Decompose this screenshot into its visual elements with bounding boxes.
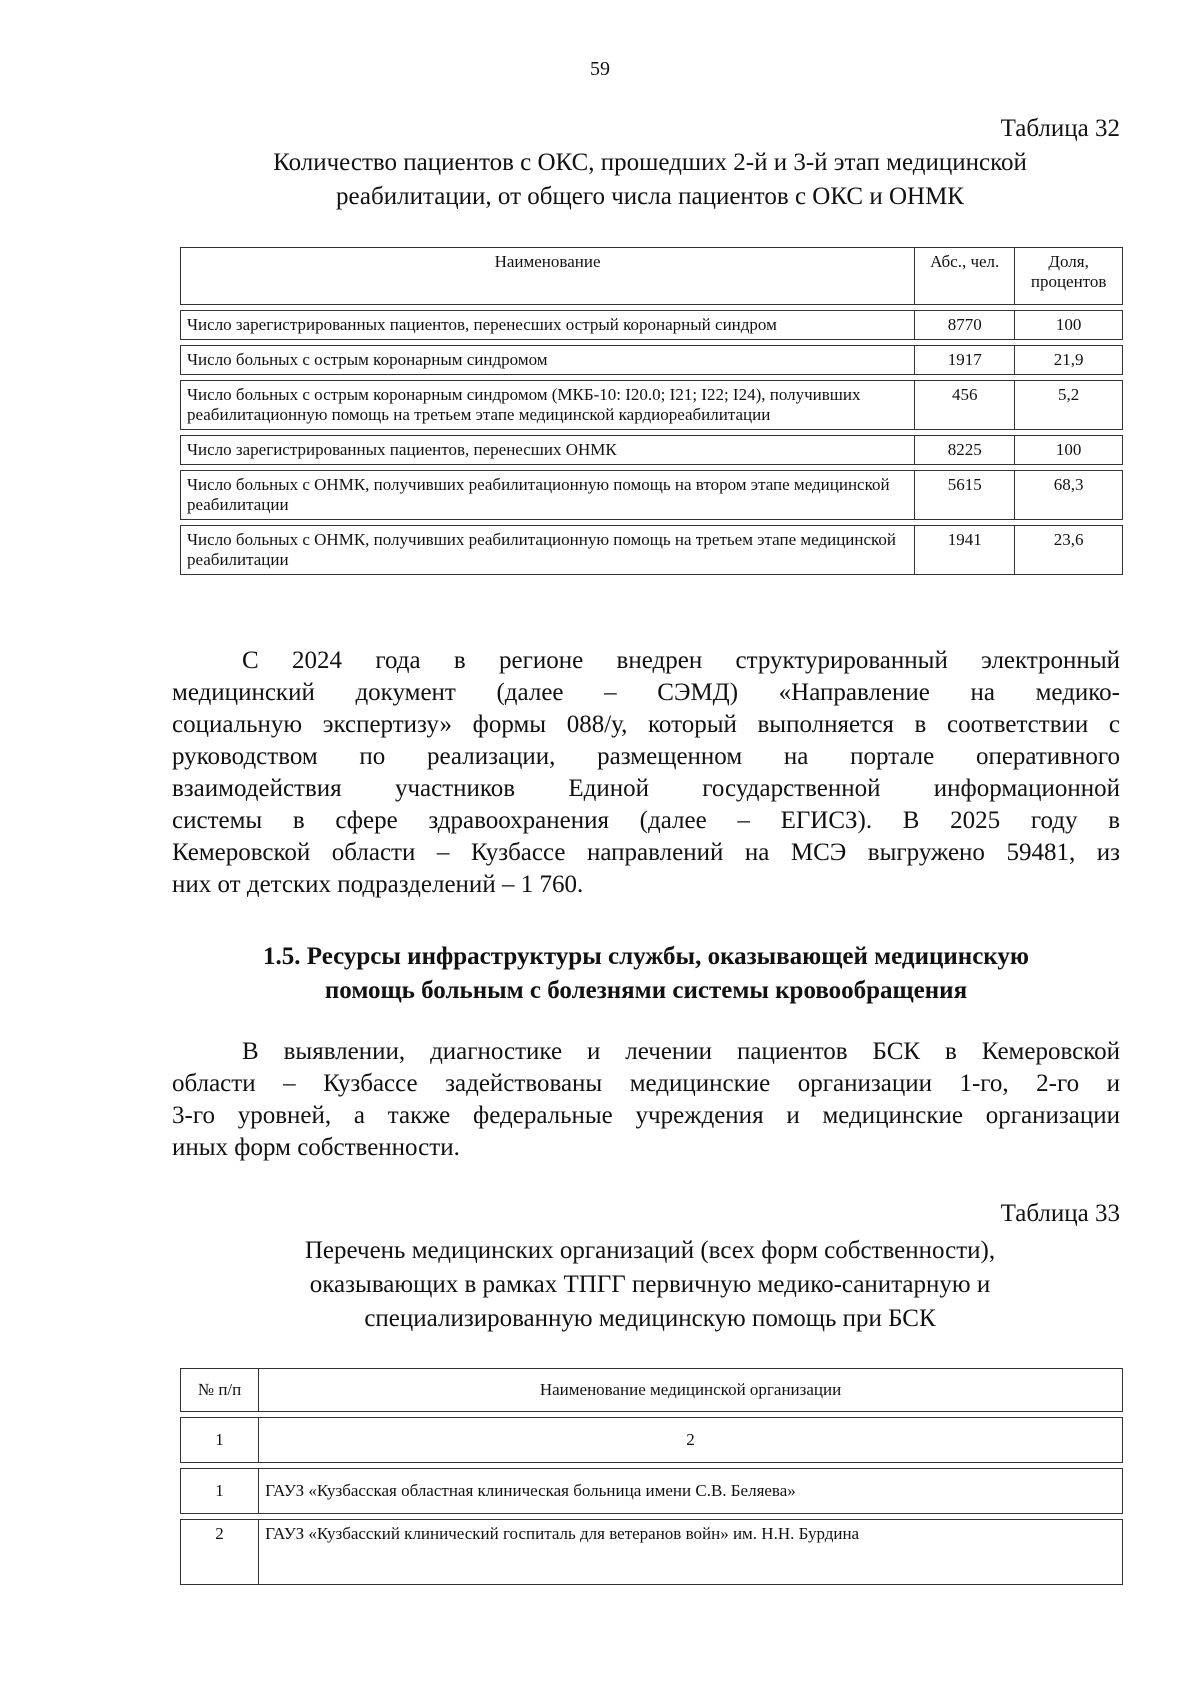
row-abs: 8770 <box>915 310 1015 340</box>
row-name: Число больных с острым коронарным синдромом <box>180 345 915 375</box>
table-row <box>180 310 1123 340</box>
row-name: Число больных с острым коронарным синдромом (МКБ-10: I20.0; I21; I22; I24), получивших реабилитационную помощь на третьем этапе медицинской кардиореабилитации <box>180 380 915 430</box>
header-org-name: Наименование медицинской организации <box>259 1368 1123 1412</box>
table-row <box>180 380 1123 430</box>
table-row <box>180 1468 1123 1514</box>
row-name: Число зарегистрированных пациентов, перенесших острый коронарный синдром <box>180 310 915 340</box>
table-row <box>180 525 1123 575</box>
row-share: 68,3 <box>1015 470 1123 520</box>
row-abs: 1941 <box>915 525 1015 575</box>
table32-label: Таблица 32 <box>1000 115 1120 142</box>
section-heading <box>172 940 1120 1008</box>
row-num: 1 <box>180 1468 259 1514</box>
row-abs: 8225 <box>915 435 1015 465</box>
header-num: № п/п <box>180 1368 259 1412</box>
paragraph-line: С 2024 года в регионе внедрен структурированный электронный <box>242 647 1120 674</box>
paragraph-line: них от детских подразделений – 1 760. <box>172 871 584 898</box>
paragraph-line: руководством по реализации, размещенном на портале оперативного <box>172 743 1120 770</box>
row-org-name: ГАУЗ «Кузбасская областная клиническая больница имени С.В. Беляева» <box>259 1468 1123 1514</box>
row-num: 2 <box>180 1519 259 1585</box>
caption-line: Количество пациентов с ОКС, прошедших 2-й и 3-й этап медицинской <box>273 149 1027 176</box>
caption-line: Перечень медицинских организаций (всех форм собственности), <box>304 1237 996 1264</box>
paragraph-line: взаимодействия участников Единой государственной информационной <box>172 775 1120 802</box>
header-share: Доля, процентов <box>1015 247 1123 305</box>
page-number: 59 <box>590 58 610 80</box>
row-name: Число больных с ОНМК, получивших реабилитационную помощь на втором этапе медицинской реабилитации <box>180 470 915 520</box>
header-name: Наименование <box>180 247 915 305</box>
table33-caption <box>170 1234 1130 1336</box>
paragraph-line: области – Кузбассе задействованы медицинские организации 1-го, 2-го и <box>172 1070 1120 1097</box>
table-row <box>180 470 1123 520</box>
table-header-row <box>180 1368 1123 1412</box>
paragraph-line: социальную экспертизу» формы 088/у, который выполняется в соответствии с <box>172 711 1120 738</box>
row-name: Число зарегистрированных пациентов, перенесших ОНМК <box>180 435 915 465</box>
table-row <box>180 435 1123 465</box>
caption-line: специализированную медицинскую помощь при БСК <box>364 1305 936 1332</box>
heading-line: помощь больным с болезнями системы кровообращения <box>324 977 968 1004</box>
table-column-numbers-row <box>180 1417 1123 1463</box>
row-abs: 5615 <box>915 470 1015 520</box>
row-abs: 456 <box>915 380 1015 430</box>
row-share: 5,2 <box>1015 380 1123 430</box>
table33-label: Таблица 33 <box>1000 1200 1120 1227</box>
table32 <box>180 242 1123 580</box>
table33 <box>180 1363 1123 1590</box>
table-row <box>180 345 1123 375</box>
row-share: 23,6 <box>1015 525 1123 575</box>
column-number: 2 <box>259 1417 1123 1463</box>
table-header-row <box>180 247 1123 305</box>
caption-line: реабилитации, от общего числа пациентов с ОКС и ОНМК <box>336 183 964 210</box>
paragraph-bsk <box>172 1036 1120 1164</box>
row-name: Число больных с ОНМК, получивших реабилитационную помощь на третьем этапе медицинской реабилитации <box>180 525 915 575</box>
row-share: 100 <box>1015 435 1123 465</box>
row-org-name: ГАУЗ «Кузбасский клинический госпиталь для ветеранов войн» им. Н.Н. Бурдина <box>259 1519 1123 1585</box>
paragraph-line: системы в сфере здравоохранения (далее – ЕГИСЗ). В 2025 году в <box>172 807 1120 834</box>
column-number: 1 <box>180 1417 259 1463</box>
heading-line: 1.5. Ресурсы инфраструктуры службы, оказывающей медицинскую <box>263 943 1029 970</box>
paragraph-line: 3-го уровней, а также федеральные учреждения и медицинские организации <box>172 1102 1120 1129</box>
paragraph-line: медицинский документ (далее – СЭМД) «Направление на медико- <box>172 679 1120 706</box>
row-share: 100 <box>1015 310 1123 340</box>
caption-line: оказывающих в рамках ТПГГ первичную медико-санитарную и <box>309 1271 991 1298</box>
row-share: 21,9 <box>1015 345 1123 375</box>
table-row <box>180 1519 1123 1585</box>
table32-caption <box>170 146 1130 214</box>
paragraph-semd <box>172 645 1120 901</box>
paragraph-line: В выявлении, диагностике и лечении пациентов БСК в Кемеровской <box>242 1038 1120 1065</box>
paragraph-line: иных форм собственности. <box>172 1134 460 1161</box>
row-abs: 1917 <box>915 345 1015 375</box>
paragraph-line: Кемеровской области – Кузбассе направлений на МСЭ выгружено 59481, из <box>172 839 1120 866</box>
header-abs: Абс., чел. <box>915 247 1015 305</box>
